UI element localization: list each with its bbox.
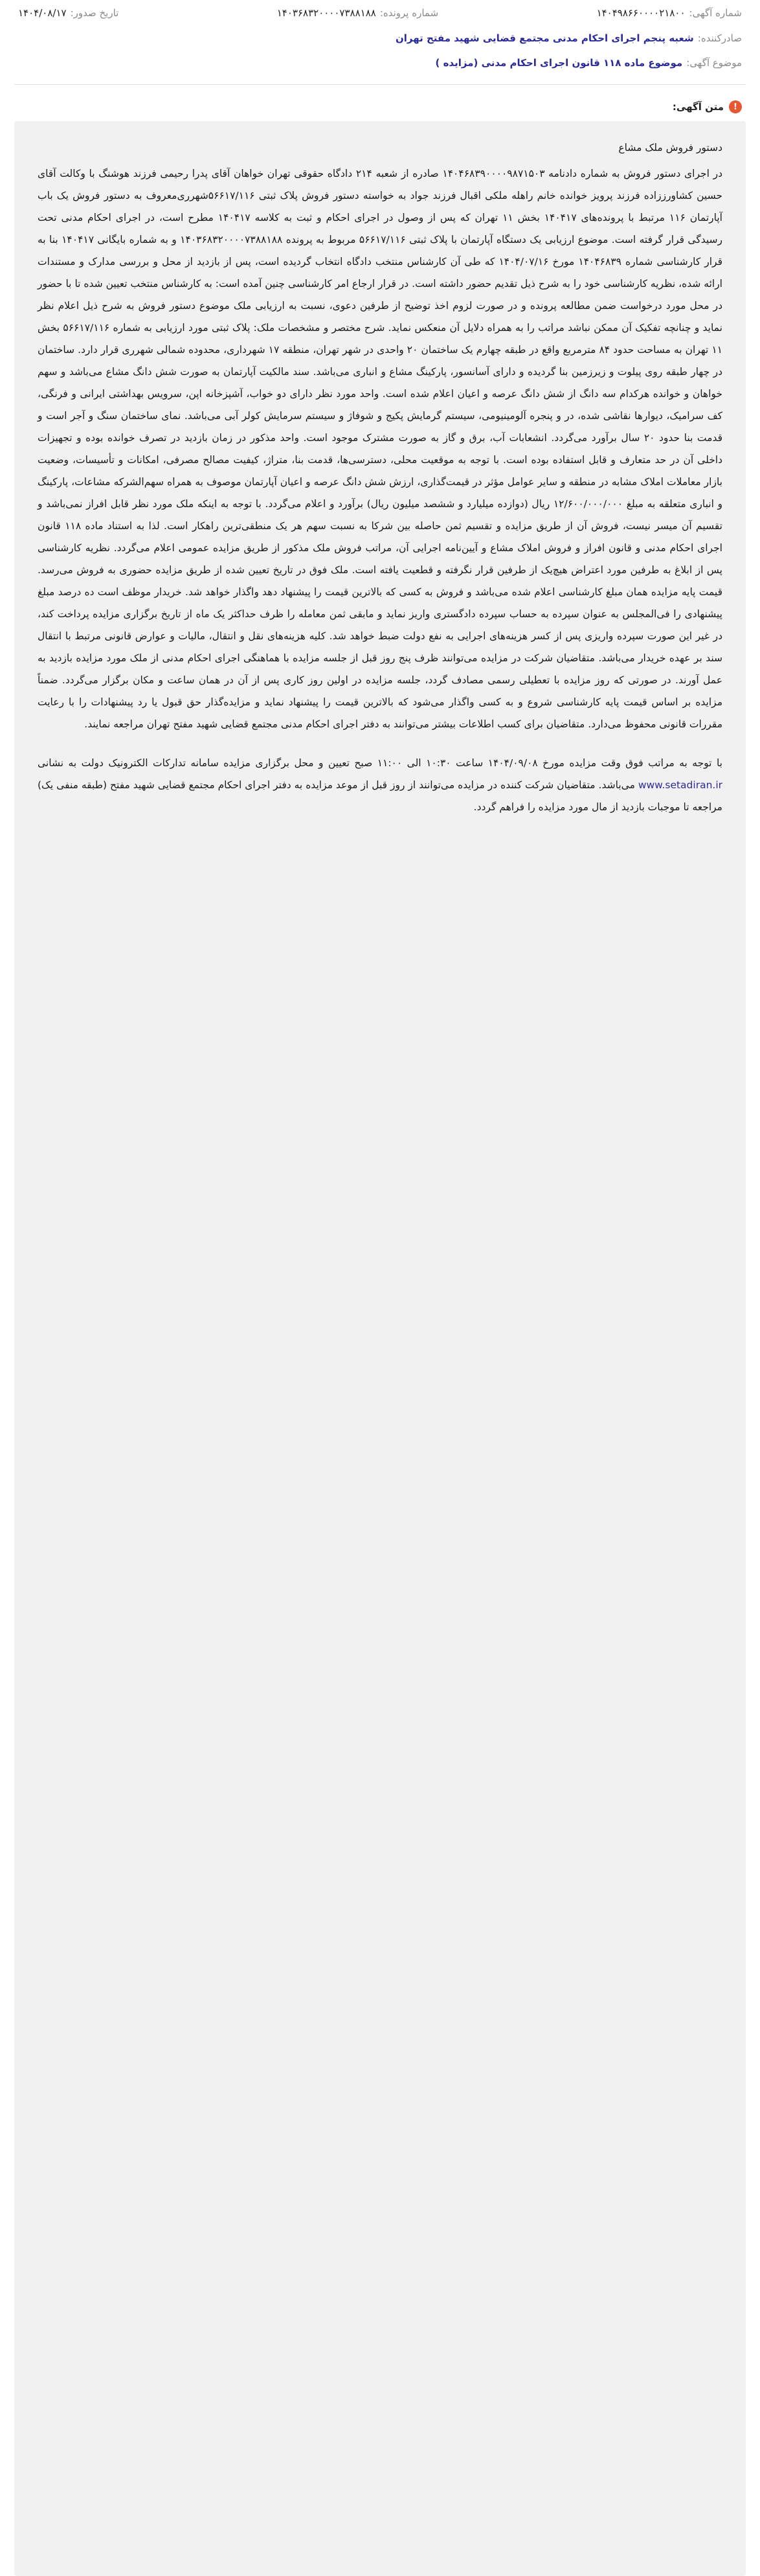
notice-number-value: ۱۴۰۴۹۸۶۶۰۰۰۰۲۱۸۰۰ <box>596 7 686 19</box>
file-number <box>277 7 438 19</box>
file-number-label: شماره پرونده: <box>379 7 439 19</box>
notice-title: دستور فروش ملک مشاع <box>618 142 722 154</box>
footer-text: با توجه به مراتب فوق وقت مزایده مورخ ۱۴۰۴/۰۹/۰۸ ساعت ۱۰:۳۰ الی ۱۱:۰۰ صبح تعیین و محل برگزاری مزایده سامانه تدارکات الکترونیک دولت به نشانی <box>38 757 722 769</box>
subject-value: موضوع ماده ۱۱۸ قانون اجرای احکام مدنی (مزایده ) <box>435 57 683 69</box>
issue-date <box>18 7 118 19</box>
issuer-line <box>14 26 746 51</box>
setadiran-link[interactable]: www.setadiran.ir <box>638 779 722 791</box>
notice-number-label: شماره آگهی: <box>689 7 742 19</box>
footer-text-end: می‌باشد. متقاضیان شرکت کننده در مزایده می‌توانند از روز قبل از موعد مزایده به دفتر اجرای احکام مجتمع قضایی شهید مفتح (طبقه منفی یک) مراجعه تا موجبات بازدید از مال مورد مزایده را فراهم گردد. <box>38 779 722 813</box>
notice-body: در اجرای دستور فروش به شماره دادنامه ۱۴۰۴۶۸۳۹۰۰۰۰۹۸۷۱۵۰۳ صادره از شعبه ۲۱۴ دادگاه حقوقی تهران خواهان آقای پدرا رحیمی فرزند هوشنگ با وکالت آقای حسین کشاورززاده فرزند پرویز خوانده خانم راهله ملکی اقبال فرزند جواد به خواسته دستور فروش پلاک ثبتی ۵۶۶۱۷/۱۱۶شهرری‌معروف به دستور فروش یک باب آپارتمان ۱۱۶ مرتبط با پرونده‌های ۱۴۰۴۱۷ بخش ۱۱ تهران که پس از وصول در اجرای احکام و ثبت به کلاسه ۱۴۰۴۱۷ مطرح است، در اجرای احکام مدنی تحت رسیدگی قرار گرفته است. موضوع ارزیابی یک دستگاه آپارتمان با پلاک ثبتی ۵۶۶۱۷/۱۱۶ مربوط به پرونده ۱۴۰۳۶۸۳۲۰۰۰۰۷۳۸۸۱۸۸ و به شماره بایگانی ۱۴۰۴۱۷ بنا به قرار کارشناسی شماره ۱۴۰۴۶۸۳۹ مورخ ۱۴۰۴/۰۷/۱۶ که طی آن کارشناس منتخب دادگاه انتخاب گردیده است، پس از بازدید از محل و بررسی مدارک و مستندات ارائه شده، نظریه کارشناسی خود را به شرح ذیل تقدیم حضور داشته است. در قرار ارجاع امر کارشناسی چنین آمده است: به کارشناس منتخب تعیین شده تا با حضور در محل مورد درخواست ضمن مطالعه پرونده و در صورت لزوم اخذ توضیح از طرفین دعوی، نسبت به ارزیابی ملک موضوع دستور فروش به شرح ذیل اعلام نظر نماید و چنانچه تفکیک آن ممکن نباشد مراتب را به همراه دلایل آن منعکس نماید. شرح مختصر و مشخصات ملک: پلاک ثبتی مورد ارزیابی به شماره ۵۶۶۱۷/۱۱۶ بخش ۱۱ تهران به مساحت حدود ۸۴ مترمربع واقع در طبقه چهارم یک ساختمان ۲۰ واحدی در شهر تهران، منطقه ۱۷ شهرداری، محدوده شمالی شهرری قرار دارد. ساختمان در چهار طبقه روی پیلوت و زیرزمین بنا گردیده و دارای آسانسور، پارکینگ مشاع و انباری می‌باشد. سند مالکیت آپارتمان به صورت شش دانگ مشاع می‌باشد و سهم خواهان و خوانده هرکدام سه دانگ از شش دانگ عرصه و اعیان اعلام شده است. واحد مورد نظر دارای دو خواب، آشپزخانه اپن، سرویس بهداشتی ایرانی و فرنگی، کف سرامیک، دیوارها نقاشی شده، در و پنجره آلومینیومی، سیستم گرمایش پکیج و شوفاژ و سیستم سرمایش کولر آبی می‌باشد. نمای ساختمان سنگ و آجر است و قدمت بنا حدود ۲۰ سال برآورد می‌گردد. انشعابات آب، برق و گاز به صورت مشترک موجود است. واحد مذکور در زمان بازدید در تصرف خوانده بوده و تجهیزات داخلی آن در حد متعارف و قابل استفاده بوده است. با توجه به موقعیت محلی، دسترسی‌ها، قدمت بنا، متراژ، کیفیت مصالح مصرفی، امکانات و تأسیسات، وضعیت بازار معاملات املاک مشابه در منطقه و سایر عوامل مؤثر در قیمت‌گذاری، ارزش شش دانگ عرصه و اعیان آپارتمان موصوف به همراه سهم‌الشرکه مشاعات، پارکینگ و انباری متعلقه به مبلغ ۱۲/۶۰۰/۰۰۰/۰۰۰ ریال (دوازده میلیارد و ششصد میلیون ریال) برآورد و اعلام می‌گردد. با توجه به اینکه ملک مورد نظر قابل افراز نمی‌باشد و تقسیم آن میسر نیست، فروش آن از طریق مزایده و تقسیم ثمن حاصله بین شرکا به نسبت سهم هر یک منطقی‌ترین راهکار است. لذا به استناد ماده ۱۱۸ قانون اجرای احکام مدنی و قانون افراز و فروش املاک مشاع و آیین‌نامه اجرایی آن، مراتب فروش ملک مذکور از طریق مزایده عمومی اعلام می‌گردد. نظریه کارشناسی پس از ابلاغ به طرفین مورد اعتراض هیچ‌یک از طرفین قرار نگرفته و قطعیت یافته است. ملک فوق در تاریخ تعیین شده از طریق مزایده حضوری به فروش می‌رسد. قیمت پایه مزایده همان مبلغ کارشناسی اعلام شده می‌باشد و فروش به کسی که بالاترین قیمت را پیشنهاد دهد واگذار خواهد شد. خریدار موظف است ده درصد مبلغ پیشنهادی را فی‌المجلس به عنوان سپرده به حساب سپرده دادگستری واریز نماید و مابقی ثمن معامله را ظرف حداکثر یک ماه از تاریخ برگزاری مزایده پرداخت کند، در غیر این صورت سپرده واریزی پس از کسر هزینه‌های اجرایی به نفع دولت ضبط خواهد شد. کلیه هزینه‌های نقل و انتقال، مالیات و عوارض قانونی مرتبط با انتقال سند بر عهده خریدار می‌باشد. متقاضیان شرکت در مزایده می‌توانند ظرف پنج روز قبل از جلسه مزایده با هماهنگی اجرای احکام مدنی از ملک مورد مزایده بازدید به عمل آورند. در صورتی که روز مزایده با تعطیلی رسمی مصادف گردد، جلسه مزایده در اولین روز کاری پس از آن در همان ساعت و مکان برگزار می‌گردد. ضمناً مزایده بر اساس قیمت پایه کارشناسی شروع و به کسی واگذار می‌شود که بالاترین قیمت را پیشنهاد نماید و مزایده‌گذار حق قبول یا رد پیشنهادات را با رعایت مقررات قانونی محفوظ می‌دارد. متقاضیان برای کسب اطلاعات بیشتر می‌توانند به دفتر اجرای احکام مدنی مجتمع قضایی شهید مفتح تهران مراجعه نمایند. <box>38 168 723 730</box>
subject-label: موضوع آگهی: <box>686 57 742 69</box>
notice-footer <box>38 752 722 818</box>
notice-number <box>597 7 742 19</box>
issuer-label: صادرکننده: <box>697 32 742 44</box>
divider <box>14 84 746 85</box>
issue-date-value: ۱۴۰۴/۰۸/۱۷ <box>18 7 67 19</box>
section-header <box>14 89 746 121</box>
issuer-value: شعبه پنجم اجرای احکام مدنی مجتمع قضایی شهید مفتح تهران <box>395 32 694 44</box>
header-meta <box>14 0 746 26</box>
alert-icon: ! <box>729 100 742 113</box>
file-number-value: ۱۴۰۳۶۸۳۲۰۰۰۰۷۳۸۸۱۸۸ <box>276 7 376 19</box>
notice-text-box <box>14 121 746 2576</box>
issue-date-label: تاریخ صدور: <box>70 7 119 19</box>
section-title: متن آگهی: <box>672 101 724 113</box>
subject-line <box>14 51 746 75</box>
